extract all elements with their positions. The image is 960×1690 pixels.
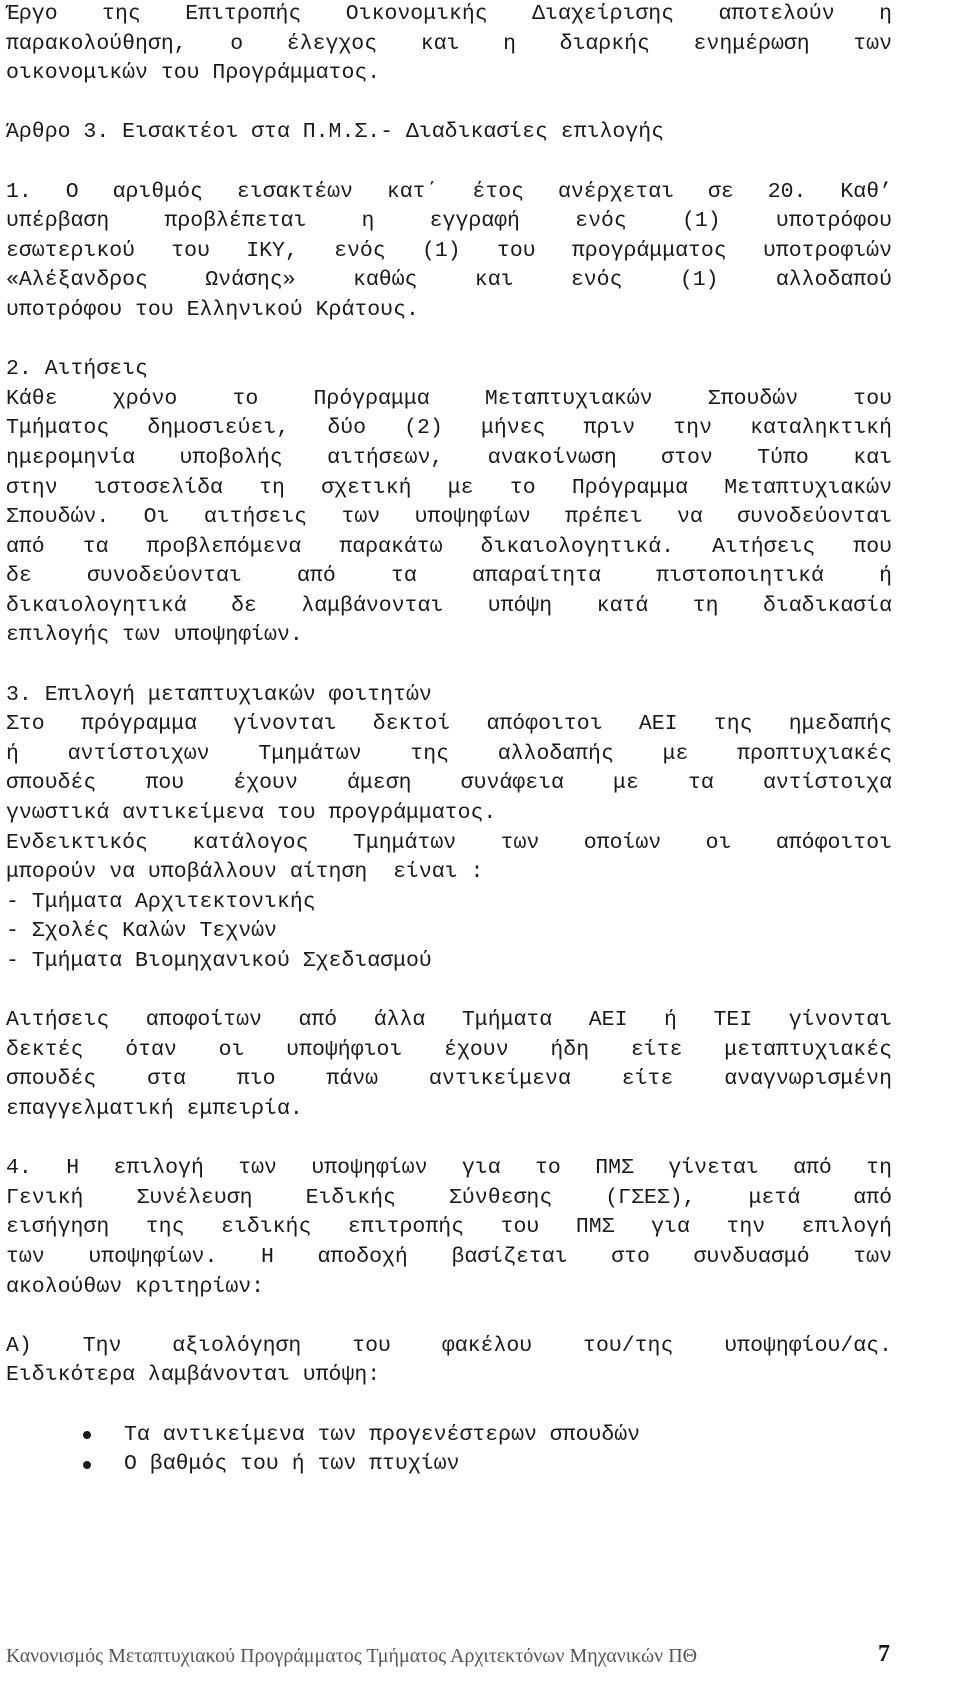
paragraph-3-line: Ενδεικτικός κατάλογος Τμημάτων των οποίων οι απόφοιτοι: [6, 830, 892, 855]
paragraph-2-line: Τμήματος δημοσιεύει, δύο (2) μήνες πριν την καταληκτική: [6, 416, 892, 441]
section-3-heading: 3. Επιλογή μεταπτυχιακών φοιτητών: [6, 682, 432, 707]
bullet-text: Ο βαθμός του ή των πτυχίων: [124, 1452, 460, 1477]
paragraph-1-line: υποτρόφου του Ελληνικού Κράτους.: [6, 297, 419, 322]
paragraph-3-line: σπουδές που έχουν άμεση συνάφεια με τα αντίστοιχα: [6, 771, 892, 796]
paragraph-1-line: εσωτερικού του ΙΚΥ, ενός (1) του προγράμματος υποτροφιών: [6, 238, 892, 263]
bullet-dot-icon: [83, 1461, 91, 1469]
intro-line: παρακολούθηση, ο έλεγχος και η διαρκής ενημέρωση των: [6, 31, 892, 56]
paragraph-3-line: Στο πρόγραμμα γίνονται δεκτοί απόφοιτοι ΑΕΙ της ημεδαπής: [6, 712, 892, 737]
paragraph-2-line: Κάθε χρόνο το Πρόγραμμα Μεταπτυχιακών Σπουδών του: [6, 386, 892, 411]
paragraph-3-line: γνωστικά αντικείμενα του προγράμματος.: [6, 801, 497, 826]
document-body: [6, 0, 892, 1480]
section-2-heading: 2. Αιτήσεις: [6, 357, 148, 382]
paragraph-3-line: ή αντίστοιχων Τμημάτων της αλλοδαπής με προπτυχιακές: [6, 741, 892, 766]
paragraph-4-line: ακολούθων κριτηρίων:: [6, 1274, 265, 1299]
paragraph-3-line: μπορούν να υποβάλλουν αίτηση είναι :: [6, 860, 484, 885]
paragraph-3b-line: δεκτές όταν οι υποψήφιοι έχουν ήδη είτε μεταπτυχιακές: [6, 1037, 892, 1062]
paragraph-3b-line: Αιτήσεις αποφοίτων από άλλα Τμήματα ΑΕΙ ή ΤΕΙ γίνονται: [6, 1008, 892, 1033]
paragraph-2-line: δικαιολογητικά δε λαμβάνονται υπόψη κατά τη διαδικασία: [6, 593, 892, 618]
paragraph-1-line: «Αλέξανδρος Ωνάσης» καθώς και ενός (1) αλλοδαπού: [6, 268, 892, 293]
bullet-item: [6, 1421, 892, 1451]
paragraph-1-line: 1. Ο αριθμός εισακτέων κατ΄ έτος ανέρχεται σε 20. Καθ’: [6, 179, 892, 204]
paragraph-3b-line: σπουδές στα πιο πάνω αντικείμενα είτε αναγνωρισμένη: [6, 1067, 892, 1092]
paragraph-2-line: από τα προβλεπόμενα παρακάτω δικαιολογητικά. Αιτήσεις που: [6, 534, 892, 559]
department-list-item: - Τμήματα Βιομηχανικού Σχεδιασμού: [6, 949, 432, 973]
paragraph-2-line: δε συνοδεύονται από τα απαραίτητα πιστοποιητικά ή: [6, 564, 892, 589]
paragraph-2-line: στην ιστοσελίδα τη σχετική με το Πρόγραμμα Μεταπτυχιακών: [6, 475, 892, 500]
paragraph-2-line: επιλογής των υποψηφίων.: [6, 623, 303, 648]
department-list-item: - Τμήματα Αρχιτεκτονικής: [6, 889, 316, 914]
paragraph-1-line: υπέρβαση προβλέπεται η εγγραφή ενός (1) υποτρόφου: [6, 209, 892, 234]
department-list-item: - Σχολές Καλών Τεχνών: [6, 919, 277, 944]
page-number: 7: [878, 1641, 890, 1667]
article-heading: Άρθρο 3. Εισακτέοι στα Π.Μ.Σ.- Διαδικασίες επιλογής: [6, 120, 665, 145]
paragraph-2-line: ημερομηνία υποβολής αιτήσεων, ανακοίνωση στον Τύπο και: [6, 445, 892, 470]
paragraph-4-line: εισήγηση της ειδικής επιτροπής του ΠΜΣ για την επιλογή: [6, 1215, 892, 1240]
bullet-item: [6, 1450, 892, 1480]
paragraph-3b-line: επαγγελματική εμπειρία.: [6, 1096, 303, 1121]
criterion-a-line: Ειδικότερα λαμβάνονται υπόψη:: [6, 1363, 381, 1388]
intro-line: Έργο της Επιτροπής Οικονομικής Διαχείρισης αποτελούν η: [6, 2, 892, 26]
page-footer: Κανονισμός Μεταπτυχιακού Προγράμματος Τμήματος Αρχιτεκτόνων Μηχανικών ΠΘ: [6, 1645, 698, 1667]
paragraph-4-line: των υποψηφίων. Η αποδοχή βασίζεται στο συνδυασμό των: [6, 1244, 892, 1269]
paragraph-2-line: Σπουδών. Οι αιτήσεις των υποψηφίων πρέπει να συνοδεύονται: [6, 505, 892, 530]
bullet-dot-icon: [83, 1431, 91, 1439]
paragraph-4-line: Γενική Συνέλευση Ειδικής Σύνθεσης (ΓΣΕΣ), μετά από: [6, 1185, 892, 1210]
intro-line: οικονομικών του Προγράμματος.: [6, 61, 381, 86]
bullet-text: Τα αντικείμενα των προγενέστερων σπουδών: [124, 1422, 641, 1447]
paragraph-4-line: 4. Η επιλογή των υποψηφίων για το ΠΜΣ γίνεται από τη: [6, 1156, 892, 1181]
criterion-a-line: Α) Την αξιολόγηση του φακέλου του/της υποψηφίου/ας.: [6, 1333, 892, 1358]
